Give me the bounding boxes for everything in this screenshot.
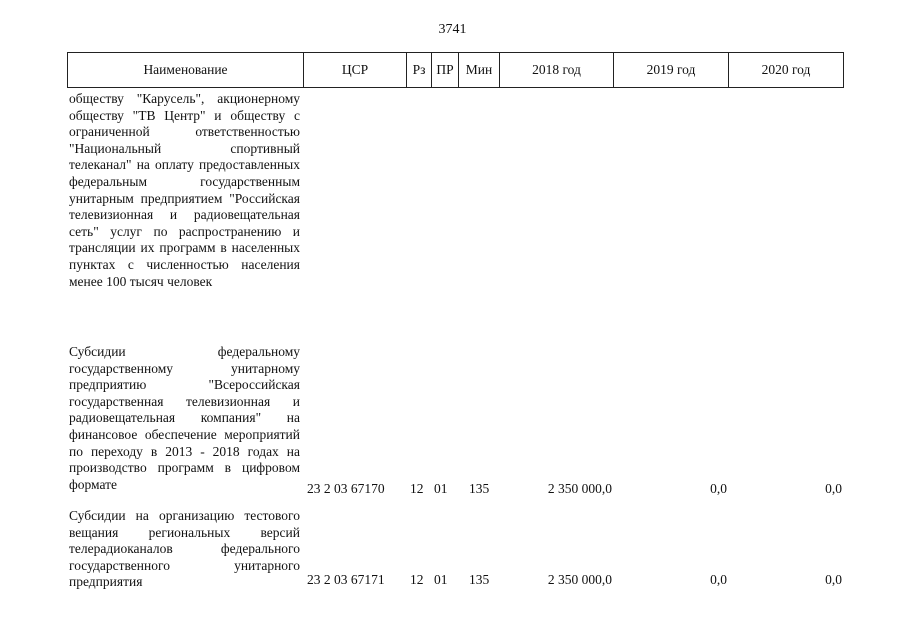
row-3-csr: 23 2 03 67171 [307, 572, 385, 587]
header-2018: 2018 год [500, 53, 614, 87]
row-2-name: Субсидии федеральному государственному унитарному предприятию "Всероссийская государственная телевизионная и радиовещательная компания" на финансовое обеспечение мероприятий по переходу в 2013 - 2018 годах на производство программ в цифровом формате [69, 344, 300, 492]
row-3-pr: 01 [434, 572, 448, 587]
header-name: Наименование [68, 53, 304, 87]
row-2-pr: 01 [434, 481, 448, 496]
row-3-2020: 0,0 [825, 572, 842, 587]
row-3-2019: 0,0 [710, 572, 727, 587]
row-2-csr: 23 2 03 67170 [307, 481, 385, 496]
row-3-rz: 12 [410, 572, 424, 587]
row-3-2018: 2 350 000,0 [547, 572, 612, 587]
row-2-2020: 0,0 [825, 481, 842, 496]
row-3-name: Субсидии на организацию тестового вещания региональных версий телерадиоканалов федерального государственного унитарного предприятия [69, 508, 300, 590]
header-2019: 2019 год [614, 53, 729, 87]
table-header [67, 52, 844, 88]
header-2020: 2020 год [761, 62, 811, 77]
page-number: 3741 [438, 22, 467, 37]
row-2-2018: 2 350 000,0 [547, 481, 612, 496]
header-min: Мин [459, 53, 500, 87]
row-2-min: 135 [469, 481, 490, 496]
header-csr: ЦСР [304, 53, 407, 87]
row-2-rz: 12 [410, 481, 424, 496]
row-3-min: 135 [469, 572, 490, 587]
header-pr: ПР [432, 53, 459, 87]
row-2-2019: 0,0 [710, 481, 727, 496]
header-rz: Рз [407, 53, 432, 87]
row-1-name: обществу "Карусель", акционерному обществу "ТВ Центр" и обществу с ограниченной ответственностью "Национальный спортивный телеканал" на оплату предоставленных федеральным государственным унитарным предприятием "Российская телевизионная и радиовещательная сеть" услуг по распространению и трансляции их программ в населенных пунктах с численностью населения менее 100 тысяч человек [69, 91, 300, 289]
